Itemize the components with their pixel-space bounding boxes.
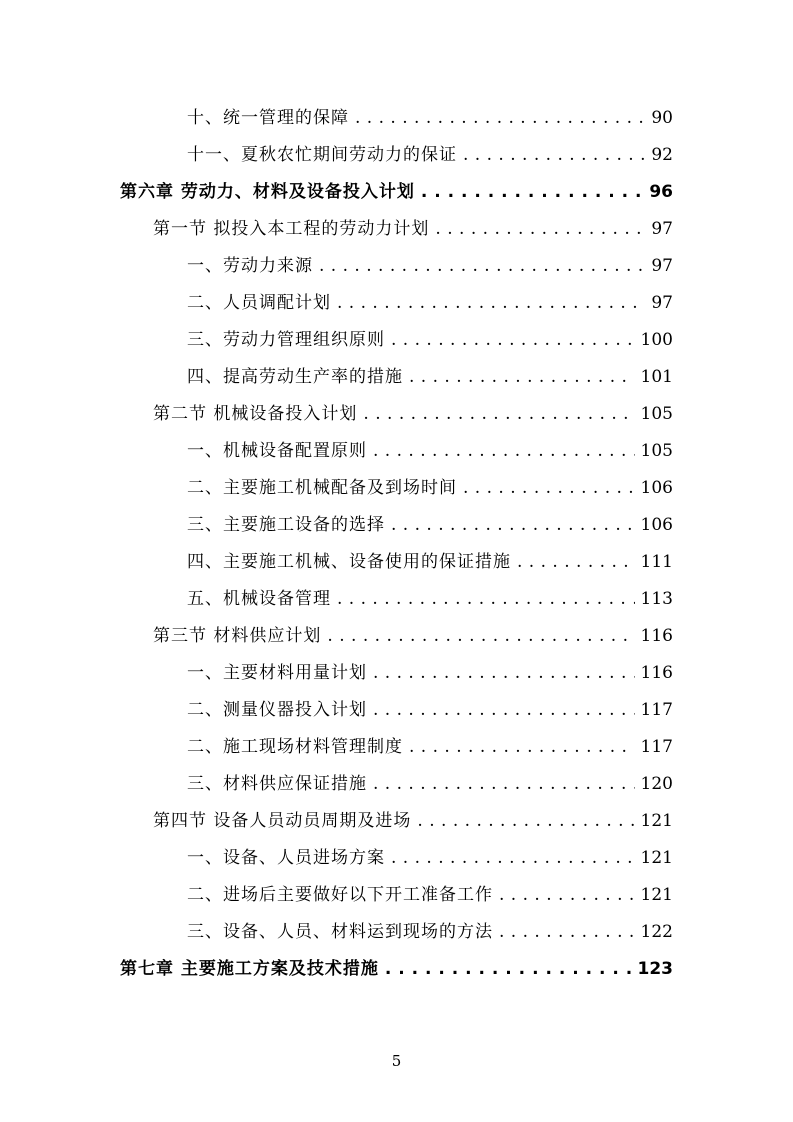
toc-entry-page: 121 [640, 848, 673, 868]
toc-section-entry[interactable] [153, 211, 673, 248]
toc-dot-leader [373, 766, 635, 803]
toc-entry[interactable] [187, 137, 673, 174]
toc-entry-label: 二、人员调配计划 [187, 293, 331, 313]
toc-entry-page: 117 [640, 700, 673, 720]
toc-entry[interactable] [187, 840, 673, 877]
toc-entry-page: 111 [640, 552, 673, 572]
toc-entry-page: 106 [640, 515, 673, 535]
toc-dot-leader [435, 211, 645, 248]
toc-dot-leader [517, 544, 635, 581]
toc-dot-leader [319, 248, 645, 285]
toc-entry-label: 第六章 劳动力、材料及设备投入计划 [120, 182, 415, 202]
toc-entry-label: 第二节 机械设备投入计划 [153, 404, 358, 424]
toc-entry-label: 四、主要施工机械、设备使用的保证措施 [187, 552, 511, 572]
toc-dot-leader [337, 285, 645, 322]
toc-entry-page: 101 [640, 367, 673, 387]
toc-dot-leader [463, 137, 645, 174]
toc-entry-label: 二、进场后主要做好以下开工准备工作 [187, 885, 493, 905]
toc-entry-page: 105 [640, 404, 673, 424]
toc-entry-page: 90 [651, 108, 673, 128]
toc-entry-label: 第一节 拟投入本工程的劳动力计划 [153, 219, 430, 239]
toc-entry-label: 三、材料供应保证措施 [187, 774, 367, 794]
toc-dot-leader [327, 618, 634, 655]
toc-entry-label: 二、测量仪器投入计划 [187, 700, 367, 720]
toc-entry-page: 97 [651, 219, 673, 239]
toc-entry[interactable] [187, 359, 673, 396]
toc-entry-label: 二、施工现场材料管理制度 [187, 737, 403, 757]
toc-dot-leader [337, 581, 635, 618]
toc-entry-page: 121 [640, 811, 673, 831]
toc-section-entry[interactable] [153, 803, 673, 840]
toc-entry-page: 122 [640, 922, 673, 942]
toc-entry[interactable] [187, 544, 673, 581]
toc-entry-page: 96 [649, 182, 673, 202]
toc-entry-label: 三、主要施工设备的选择 [187, 515, 385, 535]
toc-entry-label: 一、设备、人员进场方案 [187, 848, 385, 868]
toc-entry-label: 第三节 材料供应计划 [153, 626, 322, 646]
toc-dot-leader [385, 951, 632, 988]
toc-entry-label: 四、提高劳动生产率的措施 [187, 367, 403, 387]
toc-entry[interactable] [187, 655, 673, 692]
toc-entry[interactable] [187, 100, 673, 137]
toc-entry-page: 97 [651, 256, 673, 276]
toc-entry-label: 十、统一管理的保障 [187, 108, 349, 128]
toc-entry-label: 一、劳动力来源 [187, 256, 313, 276]
toc-entry-label: 十一、夏秋农忙期间劳动力的保证 [187, 145, 457, 165]
toc-entry[interactable] [187, 433, 673, 470]
toc-entry-label: 五、机械设备管理 [187, 589, 331, 609]
toc-dot-leader [463, 470, 635, 507]
toc-chapter-entry[interactable] [120, 174, 673, 211]
toc-entry-page: 105 [640, 441, 673, 461]
toc-entry[interactable] [187, 766, 673, 803]
toc-entry-page: 116 [640, 663, 673, 683]
toc-entry-label: 一、主要材料用量计划 [187, 663, 367, 683]
toc-dot-leader [409, 729, 635, 766]
toc-dot-leader [391, 507, 635, 544]
toc-entry[interactable] [187, 692, 673, 729]
toc-entry[interactable] [187, 285, 673, 322]
toc-dot-leader [499, 877, 635, 914]
toc-entry-label: 三、设备、人员、材料运到现场的方法 [187, 922, 493, 942]
toc-dot-leader [409, 359, 635, 396]
toc-dot-leader [421, 174, 643, 211]
toc-entry-page: 92 [651, 145, 673, 165]
toc-chapter-entry[interactable] [120, 951, 673, 988]
toc-section-entry[interactable] [153, 396, 673, 433]
toc-entry[interactable] [187, 877, 673, 914]
toc-dot-leader [373, 692, 635, 729]
toc-entry-page: 116 [640, 626, 673, 646]
toc-entry-page: 120 [640, 774, 673, 794]
toc-entry-page: 97 [651, 293, 673, 313]
toc-entry[interactable] [187, 470, 673, 507]
toc-entry-page: 117 [640, 737, 673, 757]
toc-entry[interactable] [187, 248, 673, 285]
toc-section-entry[interactable] [153, 618, 673, 655]
toc-dot-leader [355, 100, 645, 137]
toc-entry-label: 一、机械设备配置原则 [187, 441, 367, 461]
toc-dot-leader [391, 840, 635, 877]
toc-dot-leader [391, 322, 635, 359]
toc-entry-label: 二、主要施工机械配备及到场时间 [187, 478, 457, 498]
toc-entry[interactable] [187, 729, 673, 766]
toc-entry[interactable] [187, 507, 673, 544]
toc-entry-page: 106 [640, 478, 673, 498]
toc-entry-page: 113 [640, 589, 673, 609]
toc-dot-leader [417, 803, 634, 840]
toc-entry[interactable] [187, 322, 673, 359]
toc-entry-page: 121 [640, 885, 673, 905]
toc-dot-leader [363, 396, 634, 433]
toc-entry[interactable] [187, 914, 673, 951]
toc-dot-leader [499, 914, 635, 951]
toc-entry-page: 100 [640, 330, 673, 350]
toc-dot-leader [373, 433, 635, 470]
toc-entry-page: 123 [637, 959, 673, 979]
toc-entry[interactable] [187, 581, 673, 618]
toc-entry-label: 第七章 主要施工方案及技术措施 [120, 959, 379, 979]
toc-entry-label: 第四节 设备人员动员周期及进场 [153, 811, 412, 831]
toc-entry-label: 三、劳动力管理组织原则 [187, 330, 385, 350]
page-number: 5 [391, 1052, 402, 1070]
toc-dot-leader [373, 655, 635, 692]
